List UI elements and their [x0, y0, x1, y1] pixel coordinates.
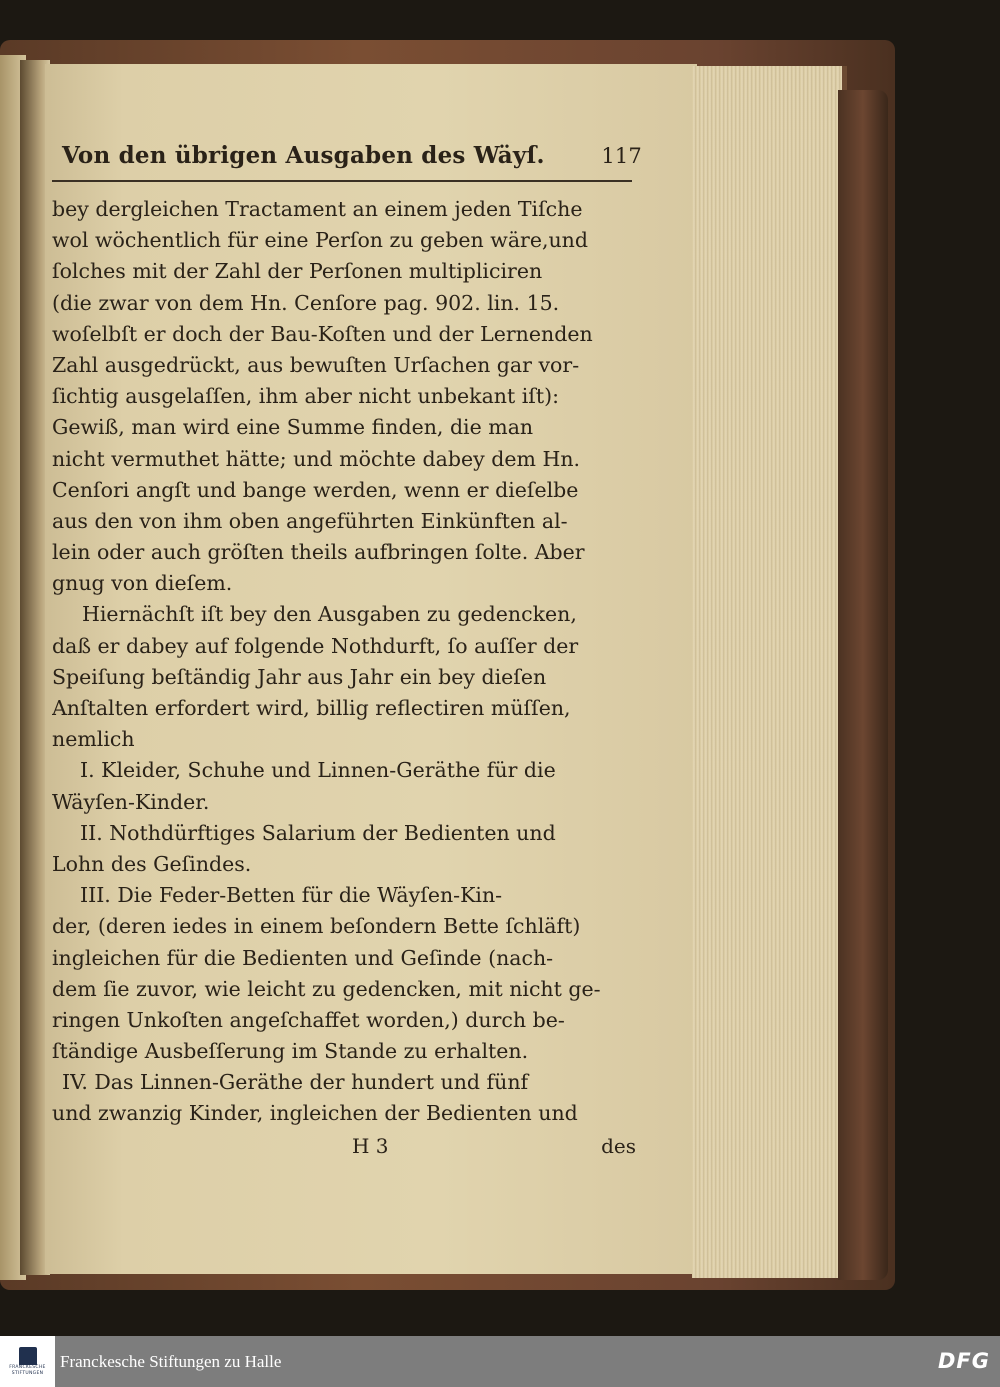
page-block-edge	[692, 66, 847, 1278]
text-line: nicht vermuthet hätte; und möchte dabey dem Hn.	[52, 446, 581, 471]
text-line: und zwanzig Kinder, ingleichen der Bedienten und	[52, 1101, 578, 1126]
page-footer-marks	[52, 1132, 642, 1160]
page-text-block	[52, 136, 642, 1160]
institution-name: Franckesche Stiftungen zu Halle	[60, 1352, 282, 1371]
text-line: Speiſung beſtändig Jahr aus Jahr ein bey dieſen	[52, 664, 547, 689]
logo-text-line2: STIFTUNGEN	[11, 1370, 44, 1376]
running-header	[62, 136, 642, 176]
text-line: ſichtig ausgelaſſen, ihm aber nicht unbekant iſt):	[52, 384, 560, 409]
text-line: ingleichen für die Bedienten und Geſinde (nach-	[52, 945, 554, 970]
text-line: (die zwar von dem Hn. Cenſore pag. 902. lin. 15.	[52, 290, 560, 315]
text-line: dem ſie zuvor, wie leicht zu gedencken, mit nicht ge-	[52, 976, 601, 1001]
institution-logo[interactable]	[0, 1336, 55, 1387]
text-line: Wäyſen-Kinder.	[52, 789, 210, 814]
dfg-logo[interactable]: DFG	[937, 1349, 990, 1373]
building-logo-icon	[19, 1347, 37, 1365]
text-line: Lohn des Geſindes.	[52, 851, 252, 876]
text-line: der, (deren iedes in einem beſondern Bette ſchläft)	[52, 914, 581, 939]
text-line: bey dergleichen Tractament an einem jeden Tiſche	[52, 197, 583, 221]
text-line: IV. Das Linnen-Geräthe der hundert und fünf	[62, 1070, 529, 1095]
page-number: 117	[601, 144, 642, 168]
signature-mark: H 3	[352, 1133, 389, 1158]
cover-board-edge	[838, 90, 888, 1280]
text-line: woſelbſt er doch der Bau-Koſten und der Lernenden	[52, 321, 593, 346]
viewer-footer-bar	[0, 1336, 1000, 1387]
text-line: lein oder auch gröſten theils aufbringen ſolte. Aber	[52, 540, 585, 565]
text-line: Hiernächſt iſt bey den Ausgaben zu gedencken,	[82, 602, 577, 627]
text-line: III. Die Feder-Betten für die Wäyſen-Kin-	[80, 883, 503, 908]
text-line: nemlich	[52, 727, 135, 752]
text-line: Zahl ausgedrückt, aus bewuſten Urſachen gar vor-	[52, 352, 580, 377]
text-line: daß er dabey auf folgende Nothdurft, ſo auſſer der	[52, 633, 579, 658]
logo-text-line1: FRANCKESCHE	[9, 1364, 46, 1370]
running-title: Von den übrigen Ausgaben des Wäyſ.	[62, 142, 545, 169]
text-line: Gewiß, man wird eine Summe finden, die man	[52, 415, 534, 440]
text-line: I. Kleider, Schuhe und Linnen-Geräthe für die	[80, 758, 556, 783]
body-text	[52, 194, 642, 1130]
catchword: des	[601, 1133, 636, 1158]
text-line: gnug von dieſem.	[52, 571, 233, 596]
text-line: ſtändige Ausbeſſerung im Stande zu erhalten.	[52, 1039, 529, 1064]
text-line: Anſtalten erfordert wird, billig reflectiren müſſen,	[52, 696, 571, 720]
text-line: ſolches mit der Zahl der Perſonen multipliciren	[52, 259, 543, 284]
header-rule	[52, 180, 632, 182]
text-line: wol wöchentlich für eine Perſon zu geben wäre,und	[52, 228, 589, 253]
text-line: Cenſori angſt und bange werden, wenn er dieſelbe	[52, 477, 579, 502]
text-line: ringen Unkoſten angeſchaffet worden,) durch be-	[52, 1007, 565, 1032]
text-line: aus den von ihm oben angeführten Einkünften al-	[52, 508, 568, 533]
text-line: II. Nothdürftiges Salarium der Bedienten und	[80, 820, 556, 845]
